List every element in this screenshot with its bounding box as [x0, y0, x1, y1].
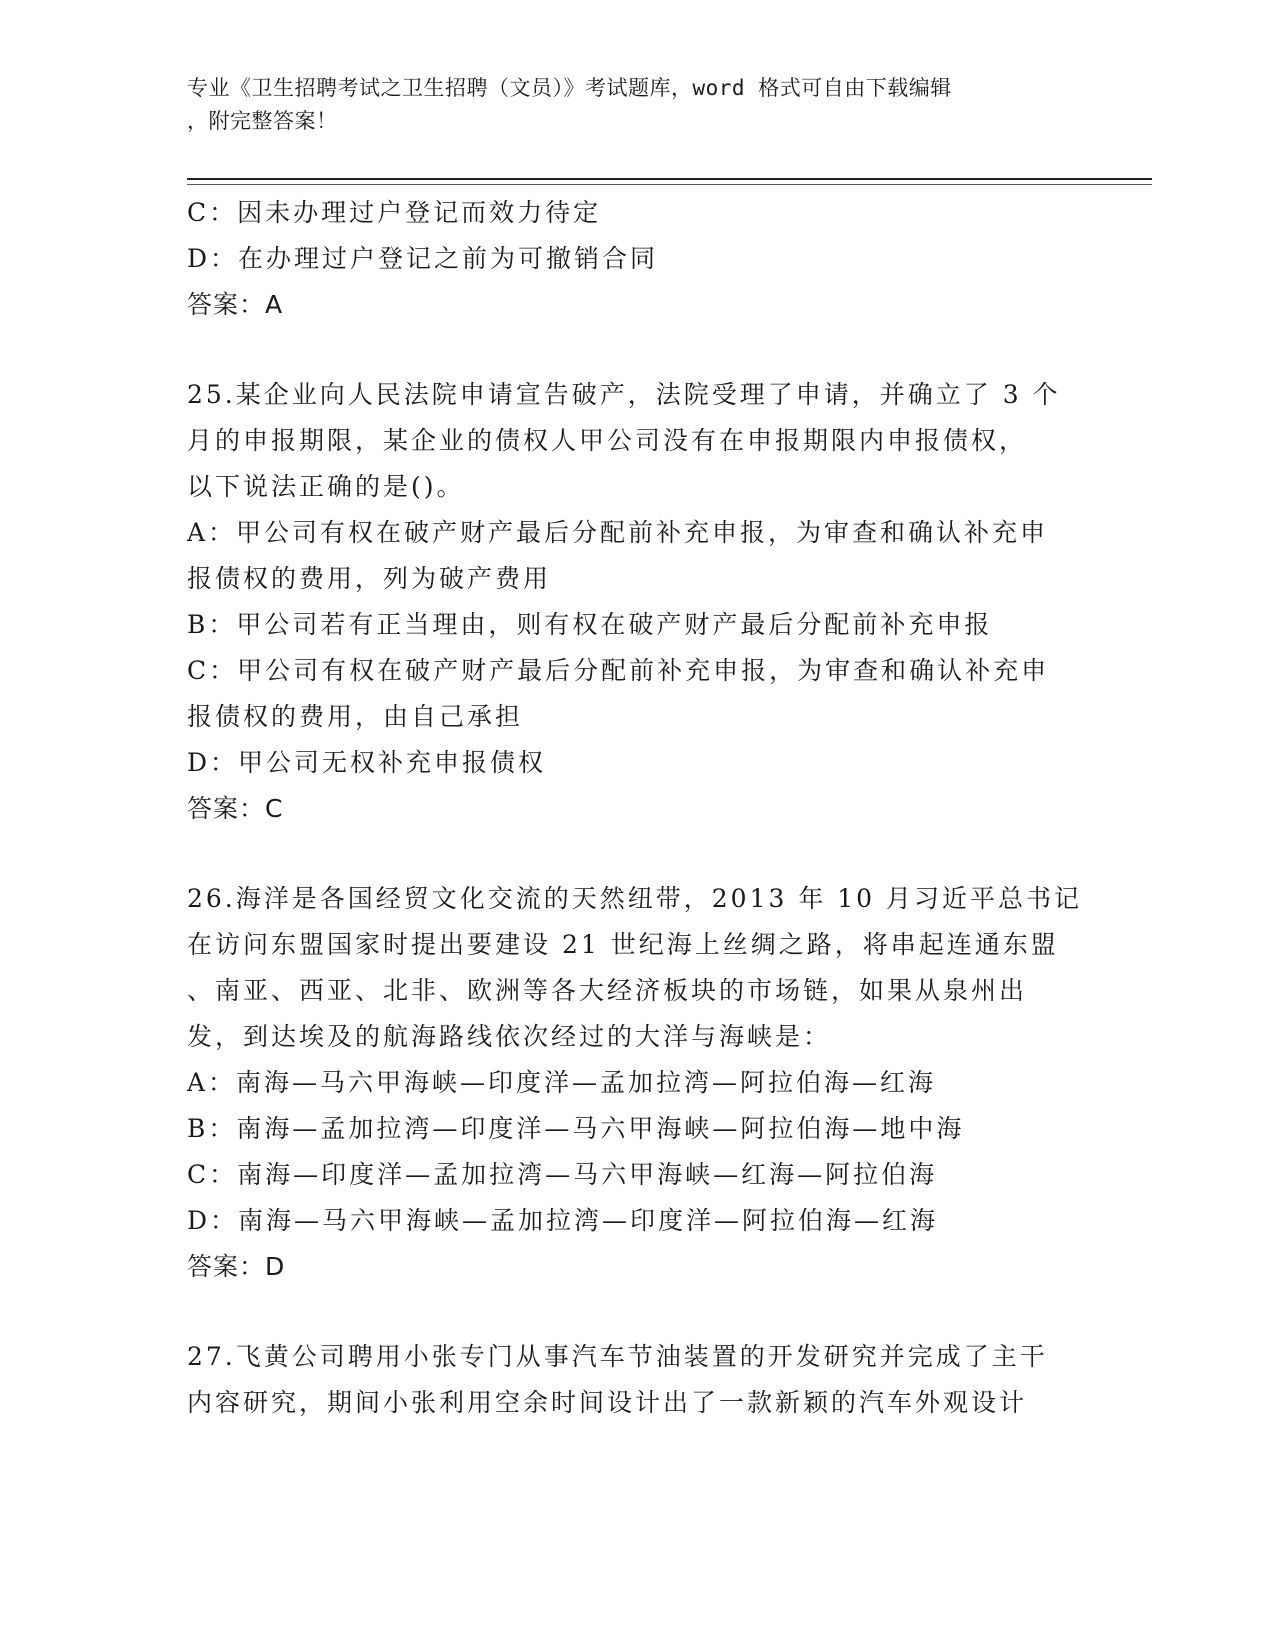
- question-stem: 以下说法正确的是()。: [187, 472, 465, 501]
- question-stem: 25.某企业向人民法院申请宣告破产，法院受理了申请，并确立了 3 个: [187, 380, 1061, 409]
- question-stem: 月的申报期限，某企业的债权人甲公司没有在申报期限内申报债权，: [187, 426, 1028, 455]
- question-27: [187, 1334, 1087, 1426]
- question-stem: 26.海洋是各国经贸文化交流的天然纽带，2013 年 10 月习近平总书记: [187, 884, 1083, 913]
- option-c: C：甲公司有权在破产财产最后分配前补充申报，为审查和确认补充申: [187, 656, 1050, 685]
- header-line-1: 专业《卫生招聘考试之卫生招聘（文员）》考试题库，word 格式可自由下载编辑: [187, 76, 952, 100]
- option-c-continued: 报债权的费用，由自己承担: [187, 702, 524, 731]
- option-d: D：甲公司无权补充申报债权: [187, 748, 547, 777]
- option-a: A：甲公司有权在破产财产最后分配前补充申报，为审查和确认补充申: [187, 518, 1049, 547]
- question-stem: 发，到达埃及的航海路线依次经过的大洋与海峡是：: [187, 1022, 832, 1051]
- answer-line: 答案：D: [187, 1252, 286, 1281]
- header-rule-thick: [187, 178, 1152, 180]
- question-24-continued: [187, 190, 1087, 328]
- option-c: C：因未办理过户登记而效力待定: [187, 198, 602, 227]
- option-b: B：南海—孟加拉湾—印度洋—马六甲海峡—阿拉伯海—地中海: [187, 1114, 965, 1143]
- header-rule-thin: [187, 184, 1152, 185]
- question-stem: 内容研究，期间小张利用空余时间设计出了一款新颖的汽车外观设计: [187, 1388, 1028, 1417]
- answer-line: 答案：A: [187, 290, 284, 319]
- option-d: D：在办理过户登记之前为可撤销合同: [187, 244, 659, 273]
- option-d: D：南海—马六甲海峡—孟加拉湾—印度洋—阿拉伯海—红海: [187, 1206, 939, 1235]
- question-content: [187, 190, 1087, 1426]
- option-a: A：南海—马六甲海峡—印度洋—孟加拉湾—阿拉伯海—红海: [187, 1068, 937, 1097]
- question-26: [187, 876, 1087, 1290]
- page-header: [187, 72, 1067, 138]
- question-stem: 在访问东盟国家时提出要建设 21 世纪海上丝绸之路，将串起连通东盟: [187, 930, 1059, 959]
- header-line-2: ，附完整答案！: [187, 109, 338, 133]
- question-stem: 、南亚、西亚、北非、欧洲等各大经济板块的市场链，如果从泉州出: [187, 976, 1028, 1005]
- question-25: [187, 372, 1087, 832]
- option-b: B：甲公司若有正当理由，则有权在破产财产最后分配前补充申报: [187, 610, 993, 639]
- question-stem: 27.飞黄公司聘用小张专门从事汽车节油装置的开发研究并完成了主干: [187, 1342, 1048, 1371]
- option-c: C：南海—印度洋—孟加拉湾—马六甲海峡—红海—阿拉伯海: [187, 1160, 938, 1189]
- option-a-continued: 报债权的费用，列为破产费用: [187, 564, 552, 593]
- answer-line: 答案：C: [187, 794, 284, 823]
